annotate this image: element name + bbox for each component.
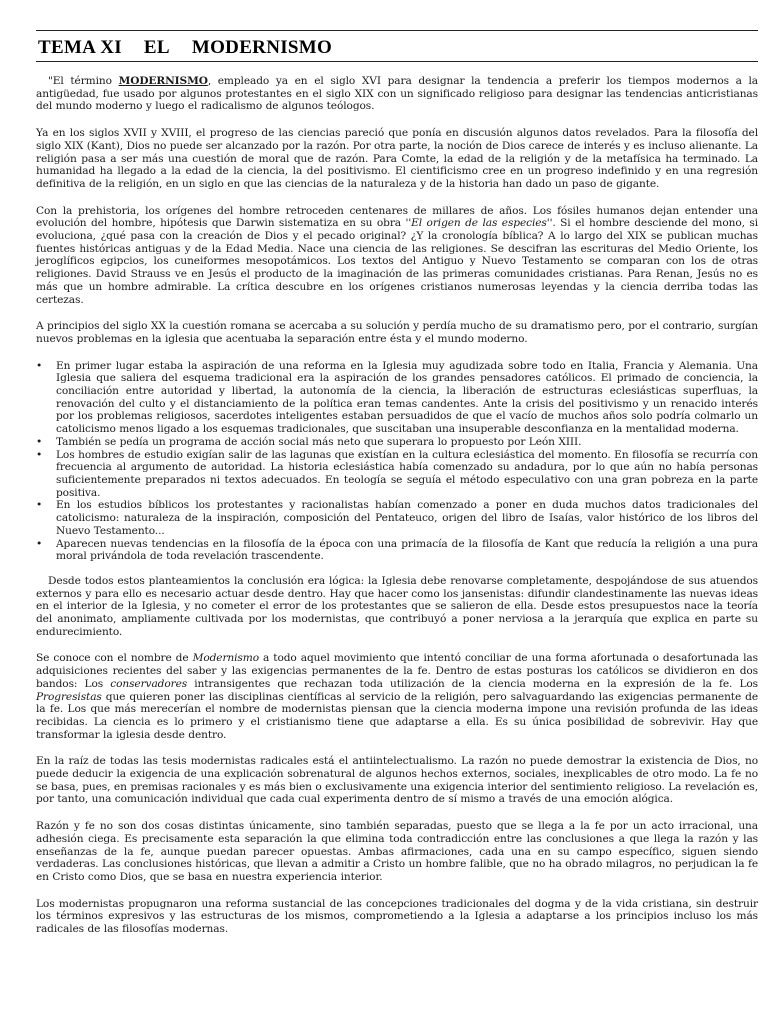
bullet-icon: • [36,499,43,512]
page-title [36,37,758,59]
bullet-icon: • [36,448,43,461]
paragraph-antiintelectualismo: En la raíz de todas las tesis modernistas radicales está el antiintelectualismo. La razón no puede demostrar la existencia de Dios, no puede deducir la exigencia de una explicación sobrenatural de algunos hechos externos, sociales, inexplicables de otro modo. La fe no se basa, pues, en premisas racionales y es más bien o exclusivamente una exigencia interior del sentimiento religioso. La revelación es, por tanto, una comunicación individual que cada cual experimenta dentro de sí mismo a través de una emoción alógica. [36,755,758,806]
bullet-icon: • [36,359,43,372]
title-tema: TEMA XI [38,37,122,58]
work-title: ''El origen de las especies'' [405,217,553,230]
paragraph-definicion: Se conoce con el nombre de Modernismo a todo aquel movimiento que intentó conciliar de una forma afortunada o desafortunada las adquisiciones recientes del saber y las exigencias permanentes de la fe. Dentro de estas posturas los católicos se dividieron en dos bandos: Los conservadores intransigentes que rechazan toda utilización de la ciencia moderna en la expresión de la fe. Los Progresistas que quieren poner las disciplinas científicas al servicio de la religión, pero salvaguardando las exigencias permanente de la fe. Los que más merecerían el nombre de modernistas piensan que la ciencia moderna impone una revisión profunda de las ideas recibidas. La ciencia es lo primero y el cristianismo tiene que adaptarse a ella. Es su única posibilidad de sobrevivir. Hay que transformar la iglesia desde dentro. [36,652,758,741]
bullet-icon: • [36,435,43,448]
title-top-rule [36,30,758,31]
paragraph-intro: "El término MODERNISMO, empleado ya en el siglo XVI para designar la tendencia a preferir los tiempos modernos a la antigüedad, fue usado por algunos protestantes en el siglo XIX con un significado religioso para designar las tendencias anticristianas del mundo moderno y luego el radicalismo de algunos teólogos. [36,75,758,113]
list-item: • En primer lugar estaba la aspiración de una reforma en la Iglesia muy agudizada sobre todo en Italia, Francia y Alemania. Una Iglesia que saliera del esquema tradicional era la aspiración de los grandes pensadores católicos. El primado de conciencia, la conciliación entre autoridad y libertad, la autonomía de la ciencia, la liberación de estructuras eclesiásticas superfluas, la renovación del culto y el distanciamiento de la política eran temas candentes. Ante la crisis del positivismo y un renacido interés por los problemas religiosos, sacerdotes inteligentes estaban persuadidos de que el vacío de muchos años solo podría colmarlo un catolicismo menos ligado a los esquemas tradicionales, que suscitaban una insuperable desconfianza en la mentalidad moderna. [36,359,758,436]
paragraph-siglo-xx: A principios del siglo XX la cuestión romana se acercaba a su solución y perdía mucho de su dramatismo pero, por el contrario, surgían nuevos problemas en la iglesia que acentuaba la separación entre ésta y el mundo moderno. [36,320,758,345]
title-bottom-rule [36,61,758,62]
list-item: • Los hombres de estudio exigían salir de las lagunas que existían en la cultura eclesiástica del momento. En filosofía se recurría con frecuencia al argumento de autoridad. La historia eclesiástica había comenzado su andadura, por lo que aún no había personas suficientemente preparados ni textos adecuados. En teología se seguía el método especulativo con una gran pobreza en la parte positiva. [36,448,758,499]
paragraph-siglos: Ya en los siglos XVII y XVIII, el progreso de las ciencias pareció que ponía en discusión algunos datos revelados. Para la filosofía del siglo XIX (Kant), Dios no puede ser alcanzado por la razón. Por otra parte, la noción de Dios carece de interés y es incluso alienante. La religión pasa a ser más una cuestión de moral que de razón. Para Comte, la edad de la religión y de la metafísica ha terminado. La humanidad ha llegado a la edad de la ciencia, la del positivismo. El cientificismo cree en un progreso indefinido y en una regresión definitiva de la religión, en un siglo en que las ciencias de la naturaleza y de la historia han dado un paso de gigante. [36,127,759,190]
paragraph-conclusion: Desde todos estos planteamientos la conclusión era lógica: la Iglesia debe renovarse completamente, despojándose de sus atuendos externos y para ello es necesario actuar desde dentro. Hay que hacer como los jansenistas: difundir clandestinamente las nuevas ideas en el interior de la Iglesia, y no cometer el error de los protestantes que se salieron de ella. Desde estos presupuestos nace la teoría del anonimato, ampliamente cultivada por los modernistas, que contribuyó a poner nerviosa a la jerarquía que explica en parte su endurecimiento. [36,574,758,638]
list-item: • Aparecen nuevas tendencias en la filosofía de la época con una primacía de la filosofía de Kant que reducía la religión a una pura moral privándola de toda revelación trascendente. [36,537,758,563]
bullet-icon: • [36,537,43,550]
title-el: EL [143,37,170,58]
list-item: • En los estudios bíblicos los protestantes y racionalistas habían comenzado a poner en duda muchos datos tradicionales del catolicismo: naturaleza de la inspiración, composición del Pentateuco, origen del libro de Isaías, valor histórico de los libros del Nuevo Testamento... [36,499,758,537]
paragraph-razon-fe: Razón y fe no son dos cosas distintas únicamente, sino también separadas, puesto que se llega a la fe por un acto irracional, una adhesión ciega. Es precisamente esta separación la que elimina toda contradicción entre las conclusiones a que llega la razón y las enseñanzas de la fe, aunque puedan parecer opuestas. Ambas afirmaciones, cada una en su campo específico, siguen siendo verdaderas. Las conclusiones históricas, que llevan a admitir a Cristo un hombre falible, que no ha obrado milagros, no perjudican la fe en Cristo como Dios, que se basa en nuestra experiencia interior. [36,820,758,883]
paragraph-prehistoria: Con la prehistoria, los orígenes del hombre retroceden centenares de millares de años. Los fósiles humanos dejan entender una evolución del hombre, hipótesis que Darwin sistematiza en su obra ''El origen de las especies''. Si el hombre desciende del mono, si evoluciona, ¿qué pasa con la creación de Dios y el pecado original? ¿Y la cronología bíblica? A lo largo del XIX se publican muchas fuentes históricas antiguas y de la Edad Media. Nace una ciencia de las religiones. Se descifran las escrituras del Medio Oriente, los jeroglíficos egipcios, los cuneiformes mesopotámicos. Los textos del Antiguo y Nuevo Testamento se comparan con los de otras religiones. David Strauss ve en Jesús el producto de la imaginación de las primeras comunidades cristianas. Para Renan, Jesús no es más que un hombre admirable. La crítica descubre en los orígenes cristianos numerosas leyendas y la ciencia derriba todas las certezas. [36,204,758,306]
bullet-list [36,360,758,563]
paragraph-reforma: Los modernistas propugnaron una reforma sustancial de las concepciones tradicionales del dogma y de la vida cristiana, sin destruir los términos expresivos y las estructuras de los mismos, comprometiendo a la Iglesia a adaptarse a los principios incluso los más radicales de las filosofías modernas. [36,897,758,936]
title-modernismo: MODERNISMO [191,37,333,58]
document-page [36,30,758,950]
keyword-modernismo: MODERNISMO [118,75,208,87]
list-item: • También se pedía un programa de acción social más neto que superara lo propuesto por León XIII. [36,435,582,448]
